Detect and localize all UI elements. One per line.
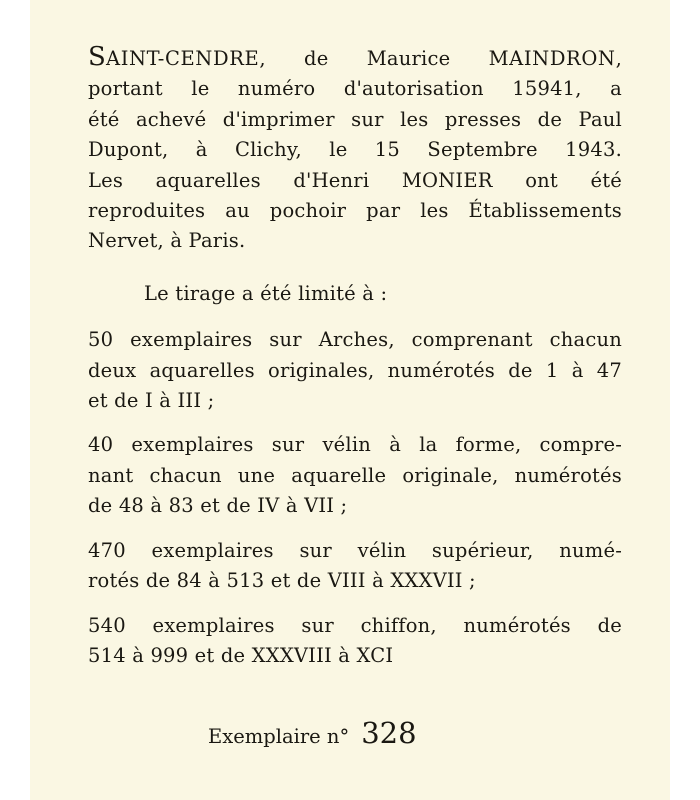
- copy-number-label: Exemplaire n°: [208, 725, 350, 748]
- edition-entry: [88, 536, 622, 597]
- copy-number-value: 328: [361, 716, 417, 750]
- entry-line: de 48 à 83 et de IV à VII ;: [88, 494, 348, 518]
- intro-line: Nervet, à Paris.: [88, 229, 246, 253]
- book-title: AINT-CENDRE: [106, 47, 260, 70]
- first-line: [88, 42, 622, 74]
- entry-line: rotés de 84 à 513 et de VIII à XXXVII ;: [88, 569, 476, 593]
- colophon-page: [30, 0, 670, 800]
- intro-line: portant le numéro d'autorisation 15941, a: [88, 77, 622, 101]
- entry-line: 50 exemplaires sur Arches, comprenant chacun: [88, 328, 622, 352]
- tirage-heading: Le tirage a été limité à :: [144, 281, 388, 305]
- entry-line: 514 à 999 et de XXXVIII à XCI: [88, 643, 394, 667]
- intro-line: reproduites au pochoir par les Établissements: [88, 199, 622, 223]
- title-initial: S: [88, 42, 107, 72]
- copy-number: [208, 716, 417, 750]
- entry-line: 540 exemplaires sur chiffon, numérotés de: [88, 613, 622, 637]
- edition-list: [88, 325, 622, 671]
- intro-line: été achevé d'imprimer sur les presses de Paul: [88, 107, 622, 131]
- entry-line: et de I à III ;: [88, 389, 215, 413]
- entry-line: 470 exemplaires sur vélin supérieur, numé-: [88, 538, 622, 562]
- author-name: MAINDRON: [488, 47, 616, 70]
- colophon-text: [88, 42, 622, 671]
- edition-entry: [88, 430, 622, 521]
- intro-line: Dupont, à Clichy, le 15 Septembre 1943.: [88, 138, 622, 162]
- edition-entry: [88, 325, 622, 416]
- entry-line: 40 exemplaires sur vélin à la forme, compre-: [88, 433, 622, 457]
- entry-line: nant chacun une aquarelle originale, numérotés: [88, 463, 622, 487]
- edition-entry: [88, 611, 622, 672]
- intro-line: Les aquarelles d'Henri MONIER ont été: [88, 168, 622, 192]
- first-line-end: ,: [615, 47, 622, 70]
- entry-line: deux aquarelles originales, numérotés de 1 à 47: [88, 358, 622, 382]
- colophon-intro: [88, 42, 622, 257]
- first-line-connector: , de Maurice: [259, 47, 489, 70]
